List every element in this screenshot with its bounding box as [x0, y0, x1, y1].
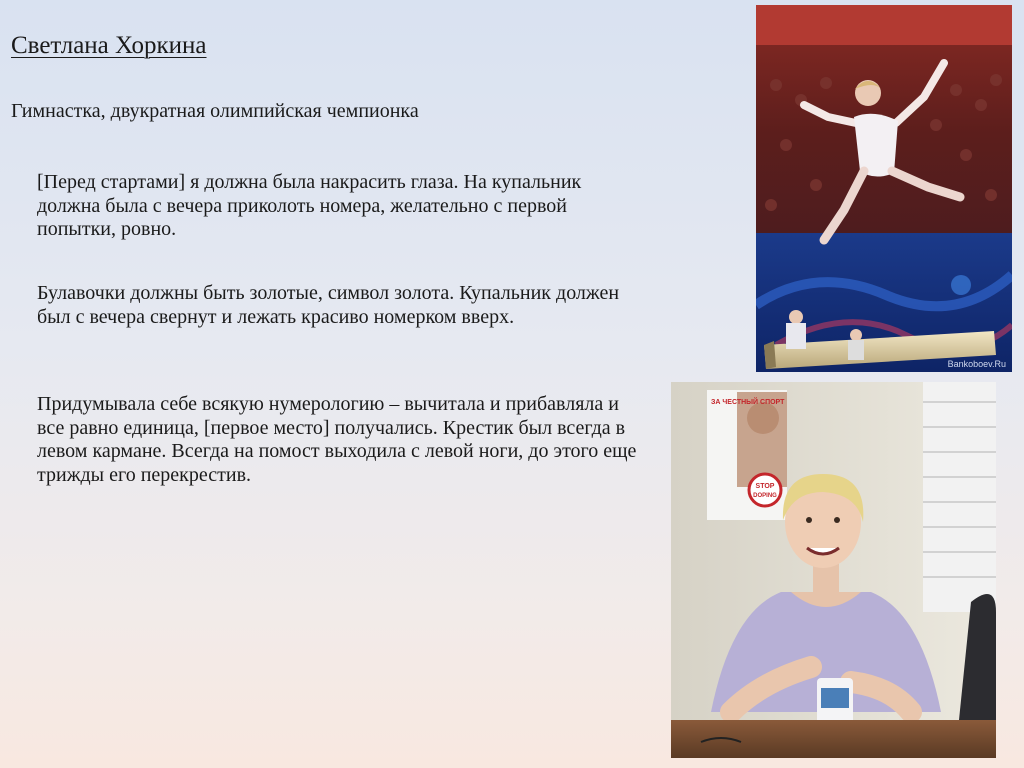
interview-photo — [671, 382, 996, 758]
poster-stop-text: STOP — [755, 483, 775, 490]
quote-paragraph-2: Булавочки должны быть золотые, символ золота. Купальник должен был с вечера свернут и лежать красиво номерком вверх. — [37, 282, 620, 328]
slide-title: Светлана Хоркина — [11, 32, 207, 59]
poster-doping-text: DOPING — [753, 493, 777, 499]
slide-subtitle: Гимнастка, двукратная олимпийская чемпионка — [11, 100, 419, 122]
quote-paragraph-3: Придумывала себе всякую нумерологию – вычитала и прибавляла и все равно единица, [первое место] получались. Крестик был всегда в левом кармане. Всегда на помост выходила с левой ноги, до этого еще трижды его перекрестив. — [37, 393, 637, 486]
watermark-text: Bankoboev.Ru — [947, 359, 1006, 369]
poster-top-text: ЗА ЧЕСТНЫЙ СПОРТ — [711, 399, 785, 406]
quote-paragraph-1: [Перед стартами] я должна была накрасить глаза. На купальник должна была с вечера приколоть номера, желательно с первой попытки, ровно. — [37, 171, 582, 240]
gymnast-photo — [756, 5, 1012, 372]
